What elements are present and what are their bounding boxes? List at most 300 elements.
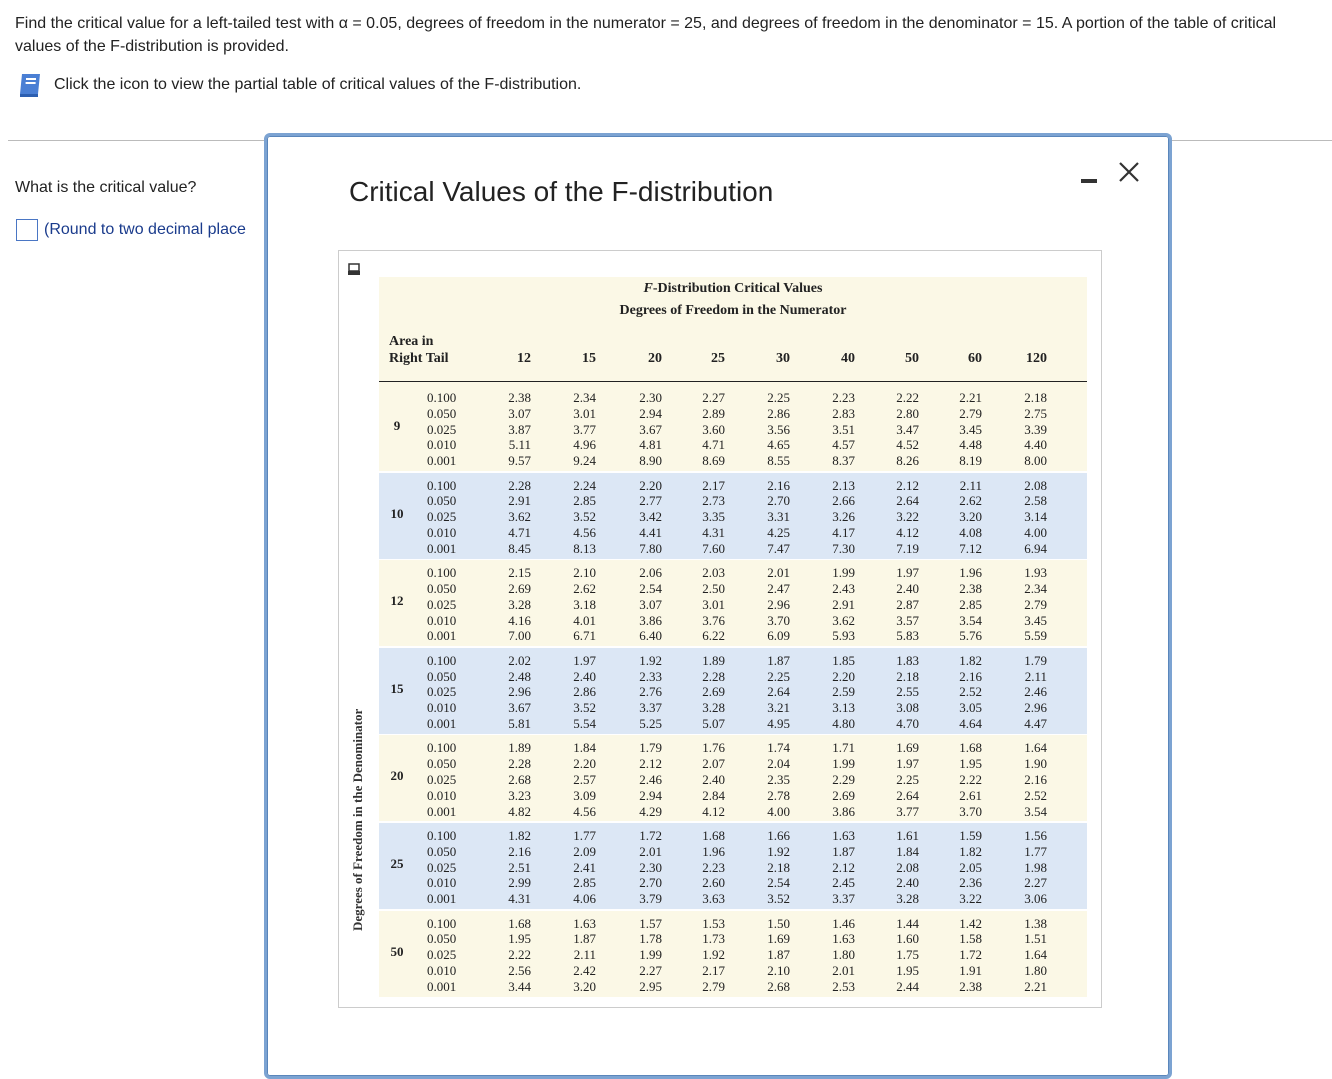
critical-value-cell: 5.54 bbox=[573, 715, 596, 731]
area-label bbox=[389, 333, 479, 367]
critical-value-cell: 7.19 bbox=[896, 540, 919, 556]
critical-value-cell: 3.67 bbox=[639, 421, 662, 437]
critical-value-cell: 1.83 bbox=[896, 652, 919, 668]
critical-value-cell: 4.29 bbox=[639, 803, 662, 819]
critical-value-cell: 1.56 bbox=[1024, 828, 1047, 843]
critical-value-cell: 6.22 bbox=[702, 628, 725, 644]
critical-value-column bbox=[685, 653, 725, 732]
critical-value-cell: 1.66 bbox=[767, 828, 790, 843]
critical-value-cell: 2.18 bbox=[767, 859, 790, 875]
critical-value-cell: 3.62 bbox=[832, 612, 855, 628]
critical-value-cell: 3.35 bbox=[702, 509, 725, 525]
critical-value-column bbox=[556, 916, 596, 995]
denominator-df-label: 15 bbox=[390, 680, 404, 696]
critical-value-column bbox=[491, 390, 531, 469]
critical-value-cell: 4.80 bbox=[832, 715, 855, 731]
critical-value-cell: 1.96 bbox=[702, 843, 725, 859]
critical-value-cell: 2.70 bbox=[639, 875, 662, 891]
table-dialog bbox=[264, 133, 1172, 1079]
critical-value-cell: 1.82 bbox=[508, 828, 531, 843]
critical-value-cell: 2.61 bbox=[959, 787, 982, 803]
answer-input[interactable] bbox=[16, 219, 38, 241]
critical-value-cell: 8.13 bbox=[573, 540, 596, 556]
critical-value-cell: 2.55 bbox=[896, 684, 919, 700]
critical-value-column bbox=[942, 828, 982, 907]
critical-value-cell: 4.00 bbox=[1024, 524, 1047, 540]
alpha-list bbox=[427, 478, 456, 557]
critical-value-cell: 2.25 bbox=[767, 390, 790, 405]
numerator-df-header: 50 bbox=[905, 351, 919, 366]
critical-value-cell: 3.37 bbox=[832, 891, 855, 907]
critical-value-cell: 3.22 bbox=[896, 509, 919, 525]
critical-value-cell: 2.35 bbox=[767, 771, 790, 787]
table-title bbox=[379, 281, 1087, 297]
critical-value-cell: 2.30 bbox=[639, 390, 662, 405]
critical-value-cell: 2.96 bbox=[508, 684, 531, 700]
critical-value-column bbox=[685, 740, 725, 819]
alpha-value: 0.010 bbox=[427, 962, 457, 978]
critical-value-column bbox=[556, 740, 596, 819]
critical-value-cell: 2.99 bbox=[508, 875, 531, 891]
critical-value-cell: 2.40 bbox=[896, 875, 919, 891]
denominator-df-label: 20 bbox=[390, 768, 404, 784]
critical-value-cell: 3.77 bbox=[896, 803, 919, 819]
critical-value-cell: 7.60 bbox=[702, 540, 725, 556]
critical-value-cell: 2.34 bbox=[1024, 580, 1047, 596]
critical-value-column bbox=[815, 740, 855, 819]
critical-value-cell: 4.48 bbox=[959, 437, 982, 453]
critical-value-cell: 3.09 bbox=[573, 787, 596, 803]
critical-value-cell: 2.27 bbox=[702, 390, 725, 405]
critical-value-cell: 3.87 bbox=[508, 421, 531, 437]
df-block-12 bbox=[379, 560, 1087, 646]
critical-value-cell: 1.50 bbox=[767, 915, 790, 931]
critical-value-cell: 4.65 bbox=[767, 437, 790, 453]
critical-value-cell: 3.52 bbox=[573, 509, 596, 525]
alpha-value: 0.050 bbox=[427, 580, 457, 596]
critical-value-cell: 2.01 bbox=[832, 962, 855, 978]
critical-value-cell: 1.82 bbox=[959, 843, 982, 859]
critical-value-column bbox=[622, 653, 662, 732]
alpha-value: 0.050 bbox=[427, 931, 457, 947]
critical-value-cell: 2.91 bbox=[832, 596, 855, 612]
critical-value-cell: 4.57 bbox=[832, 437, 855, 453]
critical-value-cell: 2.34 bbox=[573, 390, 596, 405]
critical-value-cell: 2.64 bbox=[896, 787, 919, 803]
critical-value-cell: 2.11 bbox=[573, 947, 596, 963]
critical-value-cell: 2.06 bbox=[639, 565, 662, 581]
critical-value-cell: 2.50 bbox=[702, 580, 725, 596]
critical-value-cell: 1.80 bbox=[832, 947, 855, 963]
critical-value-cell: 2.04 bbox=[767, 756, 790, 772]
critical-value-cell: 3.28 bbox=[702, 700, 725, 716]
critical-value-cell: 2.77 bbox=[639, 493, 662, 509]
critical-value-cell: 2.22 bbox=[508, 947, 531, 963]
critical-value-cell: 1.53 bbox=[702, 915, 725, 931]
critical-value-cell: 4.64 bbox=[959, 715, 982, 731]
critical-value-cell: 3.23 bbox=[508, 787, 531, 803]
numerator-df-header: 120 bbox=[1026, 351, 1047, 366]
critical-value-column bbox=[491, 565, 531, 644]
critical-value-cell: 1.38 bbox=[1024, 915, 1047, 931]
critical-value-cell: 5.83 bbox=[896, 628, 919, 644]
critical-value-cell: 2.91 bbox=[508, 493, 531, 509]
critical-value-column bbox=[685, 828, 725, 907]
critical-value-cell: 2.94 bbox=[639, 405, 662, 421]
critical-value-cell: 2.29 bbox=[832, 771, 855, 787]
alpha-value: 0.001 bbox=[427, 540, 457, 556]
denominator-df-label: 12 bbox=[390, 593, 404, 609]
help-link-text[interactable]: Click the icon to view the partial table of critical values of the F-distribution. bbox=[54, 76, 582, 93]
critical-value-cell: 4.52 bbox=[896, 437, 919, 453]
alpha-list bbox=[427, 828, 456, 907]
critical-value-cell: 2.40 bbox=[573, 668, 596, 684]
critical-value-cell: 1.80 bbox=[1024, 962, 1047, 978]
critical-value-cell: 1.96 bbox=[959, 565, 982, 581]
alpha-value: 0.100 bbox=[427, 740, 457, 756]
critical-value-cell: 2.16 bbox=[767, 477, 790, 493]
critical-value-column bbox=[750, 828, 790, 907]
critical-value-cell: 2.60 bbox=[702, 875, 725, 891]
critical-value-cell: 1.93 bbox=[1024, 565, 1047, 581]
alpha-value: 0.025 bbox=[427, 771, 457, 787]
critical-value-cell: 2.64 bbox=[896, 493, 919, 509]
alpha-value: 0.001 bbox=[427, 453, 457, 469]
critical-value-cell: 2.16 bbox=[508, 843, 531, 859]
critical-value-cell: 2.96 bbox=[767, 596, 790, 612]
critical-value-cell: 2.16 bbox=[959, 668, 982, 684]
critical-value-cell: 4.12 bbox=[896, 524, 919, 540]
critical-value-cell: 3.79 bbox=[639, 891, 662, 907]
critical-value-column bbox=[1007, 565, 1047, 644]
alpha-value: 0.100 bbox=[427, 565, 457, 581]
critical-value-column bbox=[491, 478, 531, 557]
dialog-title: Critical Values of the F-distribution bbox=[349, 176, 774, 207]
critical-value-cell: 4.56 bbox=[573, 524, 596, 540]
critical-value-cell: 2.84 bbox=[702, 787, 725, 803]
critical-value-cell: 1.69 bbox=[767, 931, 790, 947]
critical-value-cell: 2.52 bbox=[1024, 787, 1047, 803]
answer-row bbox=[16, 219, 246, 241]
critical-value-cell: 2.45 bbox=[832, 875, 855, 891]
critical-value-cell: 1.87 bbox=[767, 652, 790, 668]
critical-value-cell: 1.60 bbox=[896, 931, 919, 947]
critical-value-cell: 2.01 bbox=[767, 565, 790, 581]
critical-value-column bbox=[815, 478, 855, 557]
critical-value-cell: 2.10 bbox=[573, 565, 596, 581]
critical-value-cell: 2.25 bbox=[767, 668, 790, 684]
critical-value-cell: 6.71 bbox=[573, 628, 596, 644]
alpha-list bbox=[427, 653, 456, 732]
critical-value-cell: 2.02 bbox=[508, 652, 531, 668]
critical-value-cell: 3.57 bbox=[896, 612, 919, 628]
critical-value-cell: 2.54 bbox=[639, 580, 662, 596]
critical-value-cell: 2.23 bbox=[832, 390, 855, 405]
critical-value-cell: 3.44 bbox=[508, 978, 531, 994]
critical-value-column bbox=[942, 653, 982, 732]
critical-value-cell: 2.03 bbox=[702, 565, 725, 581]
f-distribution-table bbox=[379, 277, 1087, 993]
close-icon[interactable] bbox=[1115, 158, 1143, 186]
critical-value-cell: 3.01 bbox=[573, 405, 596, 421]
critical-value-cell: 1.63 bbox=[573, 915, 596, 931]
alpha-value: 0.001 bbox=[427, 978, 457, 994]
numerator-df-header: 15 bbox=[582, 351, 596, 366]
critical-value-cell: 9.24 bbox=[573, 453, 596, 469]
critical-value-cell: 2.17 bbox=[702, 477, 725, 493]
numerator-df-header: 20 bbox=[648, 351, 662, 366]
critical-value-cell: 2.96 bbox=[1024, 700, 1047, 716]
critical-value-cell: 4.40 bbox=[1024, 437, 1047, 453]
critical-value-cell: 3.52 bbox=[767, 891, 790, 907]
critical-value-cell: 4.70 bbox=[896, 715, 919, 731]
alpha-list bbox=[427, 565, 456, 644]
critical-value-cell: 2.94 bbox=[639, 787, 662, 803]
critical-value-cell: 5.81 bbox=[508, 715, 531, 731]
critical-value-cell: 2.20 bbox=[832, 668, 855, 684]
critical-value-column bbox=[815, 565, 855, 644]
critical-value-cell: 1.72 bbox=[639, 828, 662, 843]
critical-value-cell: 2.21 bbox=[1024, 978, 1047, 994]
critical-value-cell: 2.22 bbox=[959, 771, 982, 787]
critical-value-cell: 2.38 bbox=[508, 390, 531, 405]
table-title-italic: F bbox=[643, 281, 653, 296]
critical-value-column bbox=[879, 653, 919, 732]
critical-value-cell: 4.12 bbox=[702, 803, 725, 819]
critical-value-cell: 2.09 bbox=[573, 843, 596, 859]
critical-value-cell: 1.95 bbox=[508, 931, 531, 947]
critical-value-cell: 1.63 bbox=[832, 828, 855, 843]
critical-value-cell: 7.80 bbox=[639, 540, 662, 556]
alpha-value: 0.010 bbox=[427, 612, 457, 628]
numerator-df-header: 25 bbox=[711, 351, 725, 366]
critical-value-cell: 5.76 bbox=[959, 628, 982, 644]
critical-value-column bbox=[815, 390, 855, 469]
critical-value-column bbox=[879, 390, 919, 469]
table-subtitle: Degrees of Freedom in the Numerator bbox=[619, 303, 847, 318]
critical-value-cell: 4.81 bbox=[639, 437, 662, 453]
critical-value-cell: 3.05 bbox=[959, 700, 982, 716]
critical-value-cell: 1.82 bbox=[959, 652, 982, 668]
alpha-value: 0.001 bbox=[427, 891, 457, 907]
critical-value-column bbox=[942, 740, 982, 819]
critical-value-cell: 1.85 bbox=[832, 652, 855, 668]
critical-value-cell: 3.26 bbox=[832, 509, 855, 525]
critical-value-cell: 1.63 bbox=[832, 931, 855, 947]
critical-value-cell: 1.76 bbox=[702, 740, 725, 756]
critical-value-cell: 2.20 bbox=[639, 477, 662, 493]
alpha-value: 0.001 bbox=[427, 715, 457, 731]
critical-value-cell: 1.87 bbox=[832, 843, 855, 859]
critical-value-cell: 4.01 bbox=[573, 612, 596, 628]
critical-value-cell: 1.91 bbox=[959, 962, 982, 978]
df-block-10 bbox=[379, 473, 1087, 559]
book-icon[interactable] bbox=[16, 72, 46, 98]
critical-value-cell: 2.78 bbox=[767, 787, 790, 803]
critical-value-cell: 3.20 bbox=[959, 509, 982, 525]
alpha-value: 0.050 bbox=[427, 756, 457, 772]
critical-value-cell: 2.24 bbox=[573, 477, 596, 493]
critical-value-cell: 2.42 bbox=[573, 962, 596, 978]
critical-value-column bbox=[491, 740, 531, 819]
critical-value-column bbox=[491, 828, 531, 907]
critical-value-cell: 2.27 bbox=[639, 962, 662, 978]
critical-value-cell: 1.75 bbox=[896, 947, 919, 963]
critical-value-cell: 1.90 bbox=[1024, 756, 1047, 772]
critical-value-cell: 2.89 bbox=[702, 405, 725, 421]
alpha-value: 0.025 bbox=[427, 947, 457, 963]
critical-value-cell: 3.22 bbox=[959, 891, 982, 907]
critical-value-column bbox=[750, 565, 790, 644]
critical-value-cell: 2.11 bbox=[1024, 668, 1047, 684]
critical-value-cell: 2.28 bbox=[702, 668, 725, 684]
critical-value-column bbox=[942, 478, 982, 557]
critical-value-cell: 3.63 bbox=[702, 891, 725, 907]
critical-value-column bbox=[815, 916, 855, 995]
critical-value-column bbox=[1007, 478, 1047, 557]
critical-value-cell: 2.40 bbox=[896, 580, 919, 596]
critical-value-column bbox=[1007, 390, 1047, 469]
alpha-value: 0.010 bbox=[427, 437, 457, 453]
critical-value-cell: 2.28 bbox=[508, 756, 531, 772]
critical-value-cell: 3.45 bbox=[1024, 612, 1047, 628]
critical-value-cell: 4.95 bbox=[767, 715, 790, 731]
critical-value-cell: 2.68 bbox=[508, 771, 531, 787]
critical-value-cell: 2.83 bbox=[832, 405, 855, 421]
critical-value-cell: 6.09 bbox=[767, 628, 790, 644]
critical-value-column bbox=[622, 916, 662, 995]
critical-value-cell: 4.00 bbox=[767, 803, 790, 819]
critical-value-cell: 1.87 bbox=[573, 931, 596, 947]
critical-value-cell: 5.59 bbox=[1024, 628, 1047, 644]
critical-value-column bbox=[622, 390, 662, 469]
critical-value-cell: 2.16 bbox=[1024, 771, 1047, 787]
critical-value-column bbox=[1007, 828, 1047, 907]
critical-value-cell: 2.33 bbox=[639, 668, 662, 684]
critical-value-column bbox=[879, 478, 919, 557]
critical-value-cell: 4.47 bbox=[1024, 715, 1047, 731]
critical-value-cell: 2.46 bbox=[639, 771, 662, 787]
denominator-df-label: 50 bbox=[390, 943, 404, 959]
critical-value-cell: 1.97 bbox=[573, 652, 596, 668]
critical-value-cell: 2.38 bbox=[959, 580, 982, 596]
critical-value-column bbox=[491, 653, 531, 732]
critical-value-cell: 7.30 bbox=[832, 540, 855, 556]
critical-value-cell: 4.06 bbox=[573, 891, 596, 907]
critical-value-cell: 2.10 bbox=[767, 962, 790, 978]
minimize-icon[interactable] bbox=[1079, 172, 1099, 186]
critical-value-cell: 1.69 bbox=[896, 740, 919, 756]
alpha-value: 0.025 bbox=[427, 684, 457, 700]
critical-value-column bbox=[879, 565, 919, 644]
critical-value-cell: 3.70 bbox=[767, 612, 790, 628]
critical-value-cell: 3.07 bbox=[508, 405, 531, 421]
critical-value-cell: 1.42 bbox=[959, 915, 982, 931]
critical-value-cell: 1.92 bbox=[702, 947, 725, 963]
critical-value-cell: 2.36 bbox=[959, 875, 982, 891]
critical-value-cell: 3.13 bbox=[832, 700, 855, 716]
critical-value-column bbox=[879, 740, 919, 819]
critical-value-cell: 2.69 bbox=[508, 580, 531, 596]
critical-value-cell: 5.07 bbox=[702, 715, 725, 731]
critical-value-cell: 2.21 bbox=[959, 390, 982, 405]
table-header bbox=[379, 277, 1087, 385]
critical-value-cell: 4.82 bbox=[508, 803, 531, 819]
critical-value-cell: 1.68 bbox=[702, 828, 725, 843]
critical-value-cell: 4.17 bbox=[832, 524, 855, 540]
column-header bbox=[379, 329, 1087, 382]
critical-value-cell: 2.70 bbox=[767, 493, 790, 509]
critical-value-cell: 3.14 bbox=[1024, 509, 1047, 525]
critical-value-cell: 3.60 bbox=[702, 421, 725, 437]
critical-value-cell: 4.31 bbox=[702, 524, 725, 540]
alpha-value: 0.001 bbox=[427, 803, 457, 819]
critical-value-cell: 2.51 bbox=[508, 859, 531, 875]
critical-value-cell: 1.77 bbox=[573, 828, 596, 843]
critical-value-cell: 3.42 bbox=[639, 509, 662, 525]
critical-value-cell: 3.07 bbox=[639, 596, 662, 612]
critical-value-cell: 6.94 bbox=[1024, 540, 1047, 556]
critical-value-cell: 4.41 bbox=[639, 524, 662, 540]
critical-value-cell: 2.69 bbox=[832, 787, 855, 803]
critical-value-cell: 1.97 bbox=[896, 756, 919, 772]
critical-value-cell: 3.01 bbox=[702, 596, 725, 612]
numerator-df-header: 30 bbox=[776, 351, 790, 366]
critical-value-cell: 1.97 bbox=[896, 565, 919, 581]
alpha-value: 0.050 bbox=[427, 405, 457, 421]
critical-value-column bbox=[750, 390, 790, 469]
critical-value-cell: 3.86 bbox=[639, 612, 662, 628]
critical-value-column bbox=[685, 916, 725, 995]
area-label-1: Area in bbox=[389, 334, 434, 349]
critical-value-cell: 2.38 bbox=[959, 978, 982, 994]
critical-value-cell: 1.58 bbox=[959, 931, 982, 947]
question-text: Find the critical value for a left-tailed test with α = 0.05, degrees of freedom in the numerator = 25, and degrees of freedom in the denominator = 15. A portion of the table of critical values of the F-distribution is provided. bbox=[15, 15, 1277, 55]
critical-value-cell: 8.00 bbox=[1024, 453, 1047, 469]
critical-value-cell: 7.12 bbox=[959, 540, 982, 556]
critical-value-cell: 2.18 bbox=[896, 668, 919, 684]
critical-value-cell: 2.15 bbox=[508, 565, 531, 581]
critical-value-cell: 5.93 bbox=[832, 628, 855, 644]
critical-value-cell: 3.06 bbox=[1024, 891, 1047, 907]
critical-value-cell: 3.21 bbox=[767, 700, 790, 716]
critical-value-cell: 2.54 bbox=[767, 875, 790, 891]
critical-value-column bbox=[556, 478, 596, 557]
critical-value-column bbox=[879, 916, 919, 995]
critical-value-cell: 1.98 bbox=[1024, 859, 1047, 875]
critical-value-cell: 2.58 bbox=[1024, 493, 1047, 509]
critical-value-column bbox=[1007, 740, 1047, 819]
critical-value-cell: 2.57 bbox=[573, 771, 596, 787]
critical-value-cell: 2.27 bbox=[1024, 875, 1047, 891]
critical-value-cell: 1.95 bbox=[959, 756, 982, 772]
critical-value-cell: 3.20 bbox=[573, 978, 596, 994]
view-table-link[interactable] bbox=[16, 72, 581, 98]
critical-value-cell: 1.44 bbox=[896, 915, 919, 931]
critical-value-cell: 3.51 bbox=[832, 421, 855, 437]
critical-value-cell: 2.30 bbox=[639, 859, 662, 875]
critical-value-cell: 8.37 bbox=[832, 453, 855, 469]
alpha-value: 0.050 bbox=[427, 843, 457, 859]
alpha-value: 0.100 bbox=[427, 652, 457, 668]
critical-value-column bbox=[556, 390, 596, 469]
print-icon[interactable] bbox=[347, 263, 361, 277]
critical-value-column bbox=[622, 565, 662, 644]
alpha-value: 0.025 bbox=[427, 421, 457, 437]
critical-value-cell: 2.17 bbox=[702, 962, 725, 978]
critical-value-cell: 8.69 bbox=[702, 453, 725, 469]
critical-value-cell: 3.18 bbox=[573, 596, 596, 612]
